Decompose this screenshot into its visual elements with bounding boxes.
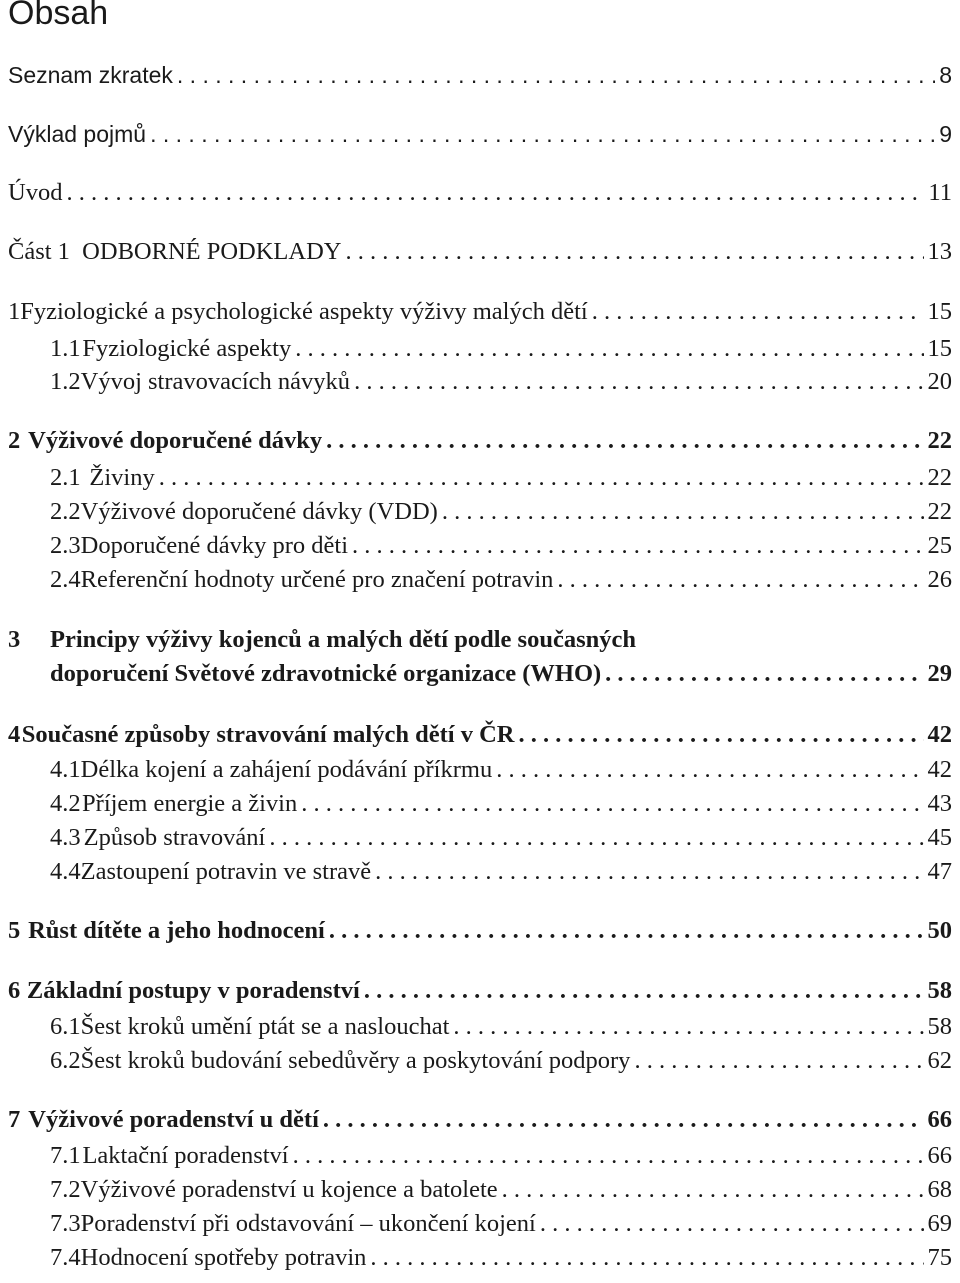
toc-page-number: 29 — [927, 660, 952, 687]
toc-entry-title: Výklad pojmů — [8, 121, 147, 147]
section-number: 1.2 — [50, 368, 81, 395]
chapter-title: Základní postupy v poradenství — [26, 977, 360, 1004]
toc-entry-title: Úvod — [8, 179, 63, 206]
toc-page-number: 42 — [927, 756, 952, 783]
toc-page-number: 66 — [927, 1106, 952, 1133]
toc-page-number: 75 — [927, 1244, 952, 1271]
dot-leader — [634, 1046, 923, 1076]
section-number: 7.4 — [50, 1244, 81, 1271]
toc-section-2-4[interactable] — [50, 565, 952, 605]
dot-leader — [370, 1243, 923, 1273]
chapter-number: 4 — [8, 721, 21, 748]
section-title: Vývoj stravovacích návyků — [80, 368, 351, 395]
toc-page-number: 50 — [927, 917, 952, 944]
toc-page-number: 68 — [927, 1176, 952, 1203]
section-title: Příjem energie a živin — [82, 790, 298, 817]
toc-page-number: 66 — [927, 1142, 952, 1169]
toc-chapter-1[interactable] — [8, 297, 952, 337]
chapter-number: 3 — [8, 626, 21, 653]
toc-page-number: 26 — [927, 566, 952, 593]
chapter-title: Růst dítěte a jeho hodnocení — [28, 917, 325, 944]
toc-page-number: 62 — [927, 1047, 952, 1074]
chapter-title-continued: doporučení Světové zdravotnické organizace (WHO) — [50, 660, 602, 687]
toc-section-4-4[interactable] — [50, 857, 952, 897]
dot-leader — [66, 178, 924, 208]
chapter-title: Fyziologické a psychologické aspekty výživy malých dětí — [20, 298, 588, 325]
dot-leader — [301, 789, 923, 819]
section-number: 2.1 — [50, 464, 81, 491]
dot-leader — [269, 823, 923, 853]
toc-page-number: 42 — [927, 721, 952, 748]
section-number: 2.3 — [50, 532, 81, 559]
toc-entry-title: Část 1 ODBORNÉ PODKLADY — [8, 238, 342, 265]
toc-chapter-6[interactable] — [8, 976, 952, 1016]
section-title: Délka kojení a zahájení podávání příkrmu — [80, 756, 493, 783]
toc-page-number: 45 — [927, 824, 952, 851]
dot-leader — [592, 297, 924, 327]
toc-chapter-3[interactable] — [8, 625, 952, 695]
dot-leader — [326, 426, 923, 456]
dot-leader — [502, 1175, 924, 1205]
section-number: 4.1 — [50, 756, 81, 783]
section-title: Laktační poradenství — [82, 1142, 289, 1169]
dot-leader — [295, 334, 923, 364]
page-title: Obsah — [8, 0, 109, 32]
toc-entry-terms[interactable] — [8, 119, 952, 159]
chapter-number: 7 — [8, 1106, 21, 1133]
section-number: 6.1 — [50, 1013, 81, 1040]
toc-page-number: 9 — [939, 121, 952, 147]
dot-leader — [323, 1105, 924, 1135]
section-title: Způsob stravování — [83, 824, 266, 851]
section-number: 7.1 — [50, 1142, 81, 1169]
toc-page-number: 8 — [939, 62, 952, 88]
dot-leader — [605, 659, 923, 689]
toc-entry-abbreviations[interactable] — [8, 60, 952, 100]
section-title: Šest kroků umění ptát se a naslouchat — [80, 1013, 450, 1040]
dot-leader — [453, 1012, 923, 1042]
toc-entry-title: Seznam zkratek — [8, 62, 173, 88]
toc-page-number: 47 — [927, 858, 952, 885]
toc-page-number: 69 — [927, 1210, 952, 1237]
section-title: Živiny — [89, 464, 155, 491]
section-number: 2.2 — [50, 498, 81, 525]
section-number: 7.2 — [50, 1176, 81, 1203]
section-number: 4.4 — [50, 858, 81, 885]
dot-leader — [293, 1141, 924, 1171]
section-number: 1.1 — [50, 335, 81, 362]
section-number: 4.2 — [50, 790, 81, 817]
dot-leader — [364, 976, 924, 1006]
dot-leader — [177, 60, 935, 90]
toc-page-number: 22 — [927, 498, 952, 525]
dot-leader — [442, 497, 924, 527]
dot-leader — [540, 1209, 924, 1239]
section-number: 4.3 — [50, 824, 81, 851]
toc-page-number: 43 — [927, 790, 952, 817]
toc-section-7-4[interactable] — [50, 1243, 952, 1283]
dot-leader — [496, 755, 923, 785]
section-title: Poradenství při odstavování – ukončení kojení — [80, 1210, 536, 1237]
section-number: 6.2 — [50, 1047, 81, 1074]
dot-leader — [375, 857, 923, 887]
section-number: 7.3 — [50, 1210, 81, 1237]
toc-page-number: 25 — [927, 532, 952, 559]
toc-page-number: 15 — [927, 298, 952, 325]
section-title: Fyziologické aspekty — [82, 335, 292, 362]
section-title: Šest kroků budování sebedůvěry a poskytování podpory — [80, 1047, 631, 1074]
toc-page-number: 13 — [927, 238, 952, 265]
dot-leader — [329, 916, 924, 946]
chapter-number: 2 — [8, 427, 21, 454]
toc-page-number: 22 — [927, 427, 952, 454]
dot-leader — [352, 531, 924, 561]
toc-page-number: 58 — [927, 977, 952, 1004]
section-number: 2.4 — [50, 566, 81, 593]
dot-leader — [345, 237, 923, 267]
section-title: Doporučené dávky pro děti — [80, 532, 348, 559]
chapter-title: Principy výživy kojenců a malých dětí podle současných — [50, 626, 636, 653]
toc-page-number: 20 — [927, 368, 952, 395]
section-title: Hodnocení spotřeby potravin — [80, 1244, 367, 1271]
toc-chapter-7[interactable] — [8, 1105, 952, 1145]
toc-entry-intro[interactable] — [8, 178, 952, 218]
toc-chapter-5[interactable] — [8, 916, 952, 956]
section-title: Zastoupení potravin ve stravě — [80, 858, 372, 885]
chapter-title: Výživové doporučené dávky — [28, 427, 323, 454]
toc-section-1-2[interactable] — [50, 367, 952, 407]
chapter-number: 6 — [8, 977, 21, 1004]
toc-page-number: 58 — [927, 1013, 952, 1040]
dot-leader — [159, 463, 924, 493]
dot-leader — [150, 119, 935, 149]
section-title: Výživové poradenství u kojence a batolete — [80, 1176, 498, 1203]
toc-page-number: 11 — [928, 179, 952, 206]
toc-chapter-4[interactable] — [8, 720, 952, 760]
toc-section-6-2[interactable] — [50, 1046, 952, 1086]
toc-entry-part-1[interactable] — [8, 237, 952, 277]
chapter-number: 1 — [8, 298, 21, 325]
toc-page-number: 15 — [927, 335, 952, 362]
toc-chapter-2[interactable] — [8, 426, 952, 466]
section-title: Referenční hodnoty určené pro značení potravin — [80, 566, 554, 593]
dot-leader — [557, 565, 923, 595]
chapter-title: Současné způsoby stravování malých dětí v ČR — [21, 721, 515, 748]
dot-leader — [354, 367, 923, 397]
dot-leader — [518, 720, 923, 750]
toc-page-number: 22 — [927, 464, 952, 491]
chapter-number: 5 — [8, 917, 21, 944]
chapter-title: Výživové poradenství u dětí — [28, 1106, 319, 1133]
section-title: Výživové doporučené dávky (VDD) — [80, 498, 438, 525]
